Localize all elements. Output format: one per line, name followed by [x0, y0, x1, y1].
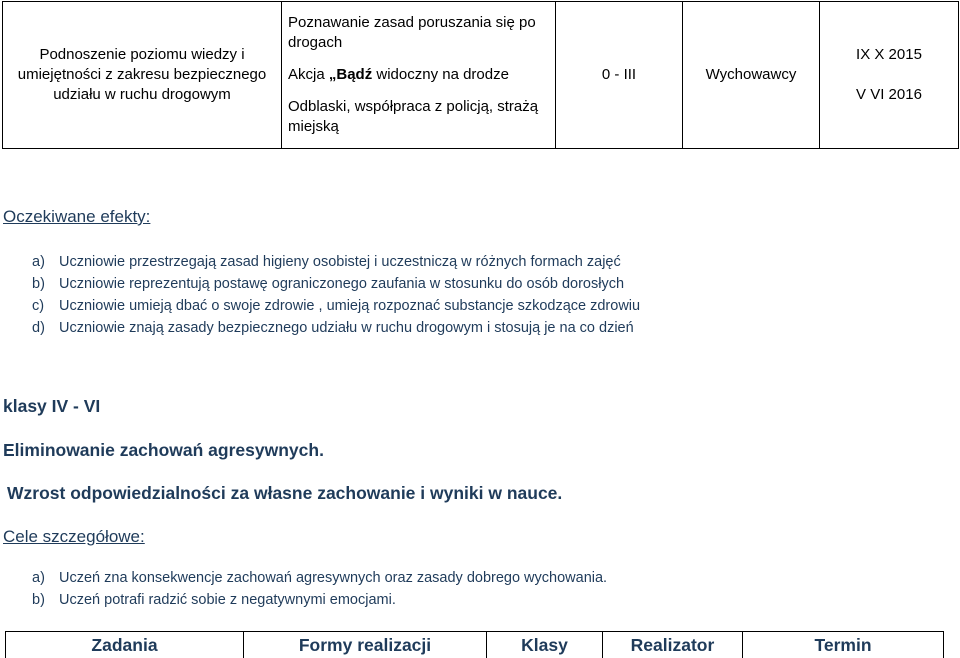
table-row: [3, 2, 959, 149]
list-item-text: Uczniowie reprezentują postawę ograniczonego zaufania w stosunku do osób dorosłych: [59, 276, 625, 292]
goal-line-1: Eliminowanie zachowań agresywnych.: [3, 440, 324, 460]
realizer-text: Wychowawcy: [705, 66, 797, 83]
list-item: [32, 273, 640, 295]
classes-cell: [556, 2, 683, 149]
list-item: [32, 295, 640, 317]
detailed-goals-heading: Cele szczegółowe:: [3, 527, 145, 546]
header-realizer: Realizator: [603, 632, 743, 658]
header-term: Termin: [743, 632, 944, 658]
list-marker: d): [32, 320, 45, 336]
classes-label: klasy IV - VI: [3, 396, 101, 416]
goal-text: Podnoszenie poziomu wiedzy i umiejętności z zakresu bezpiecznego udziału w ruchu drogowym: [17, 46, 267, 103]
term-1: IX X 2015: [856, 46, 922, 63]
list-item: [32, 251, 640, 273]
list-item-text: Uczniowie przestrzegają zasad higieny osobistej i uczestniczą w różnych formach zajęć: [59, 254, 621, 270]
schedule-table-header: [5, 631, 944, 658]
header-forms: Formy realizacji: [244, 632, 487, 658]
tasks-cell: [282, 2, 556, 149]
realizer-cell: [683, 2, 820, 149]
table-header-row: [6, 632, 944, 658]
header-tasks: Zadania: [6, 632, 244, 658]
term-cell: [820, 2, 959, 149]
expected-effects-heading: Oczekiwane efekty:: [3, 207, 151, 226]
list-item-text: Uczeń zna konsekwencje zachowań agresywnych oraz zasady dobrego wychowania.: [59, 570, 608, 586]
list-marker: b): [32, 592, 45, 608]
list-marker: b): [32, 276, 45, 292]
task-line-2-bold: „Bądź: [328, 66, 373, 83]
task-line-2: [288, 65, 549, 85]
task-line-2-prefix: Akcja: [288, 66, 329, 83]
header-classes: Klasy: [487, 632, 603, 658]
task-line-1: Poznawanie zasad poruszania się po drogach: [288, 14, 536, 51]
goal-cell: [3, 2, 282, 149]
list-item: [32, 589, 607, 611]
goal-line-2: Wzrost odpowiedzialności za własne zachowanie i wyniki w nauce.: [7, 483, 563, 503]
list-marker: c): [32, 298, 45, 314]
list-marker: a): [32, 570, 45, 586]
list-item: [32, 317, 640, 339]
list-item: [32, 567, 607, 589]
task-line-2-rest: widoczny na drodze: [372, 66, 509, 83]
list-item-text: Uczeń potrafi radzić sobie z negatywnymi emocjami.: [59, 592, 396, 608]
list-item-text: Uczniowie znają zasady bezpiecznego udziału w ruchu drogowym i stosują je na co dzień: [59, 320, 634, 336]
detailed-goals-list: [32, 567, 607, 611]
expected-effects-list: [32, 251, 640, 339]
schedule-table-top: [2, 1, 959, 149]
term-2: V VI 2016: [856, 86, 922, 103]
classes-text: 0 - III: [601, 66, 637, 83]
list-item-text: Uczniowie umieją dbać o swoje zdrowie , umieją rozpoznać substancje szkodzące zdrowiu: [59, 298, 641, 314]
list-marker: a): [32, 254, 45, 270]
task-line-3: Odblaski, współpraca z policją, strażą miejską: [288, 98, 539, 135]
